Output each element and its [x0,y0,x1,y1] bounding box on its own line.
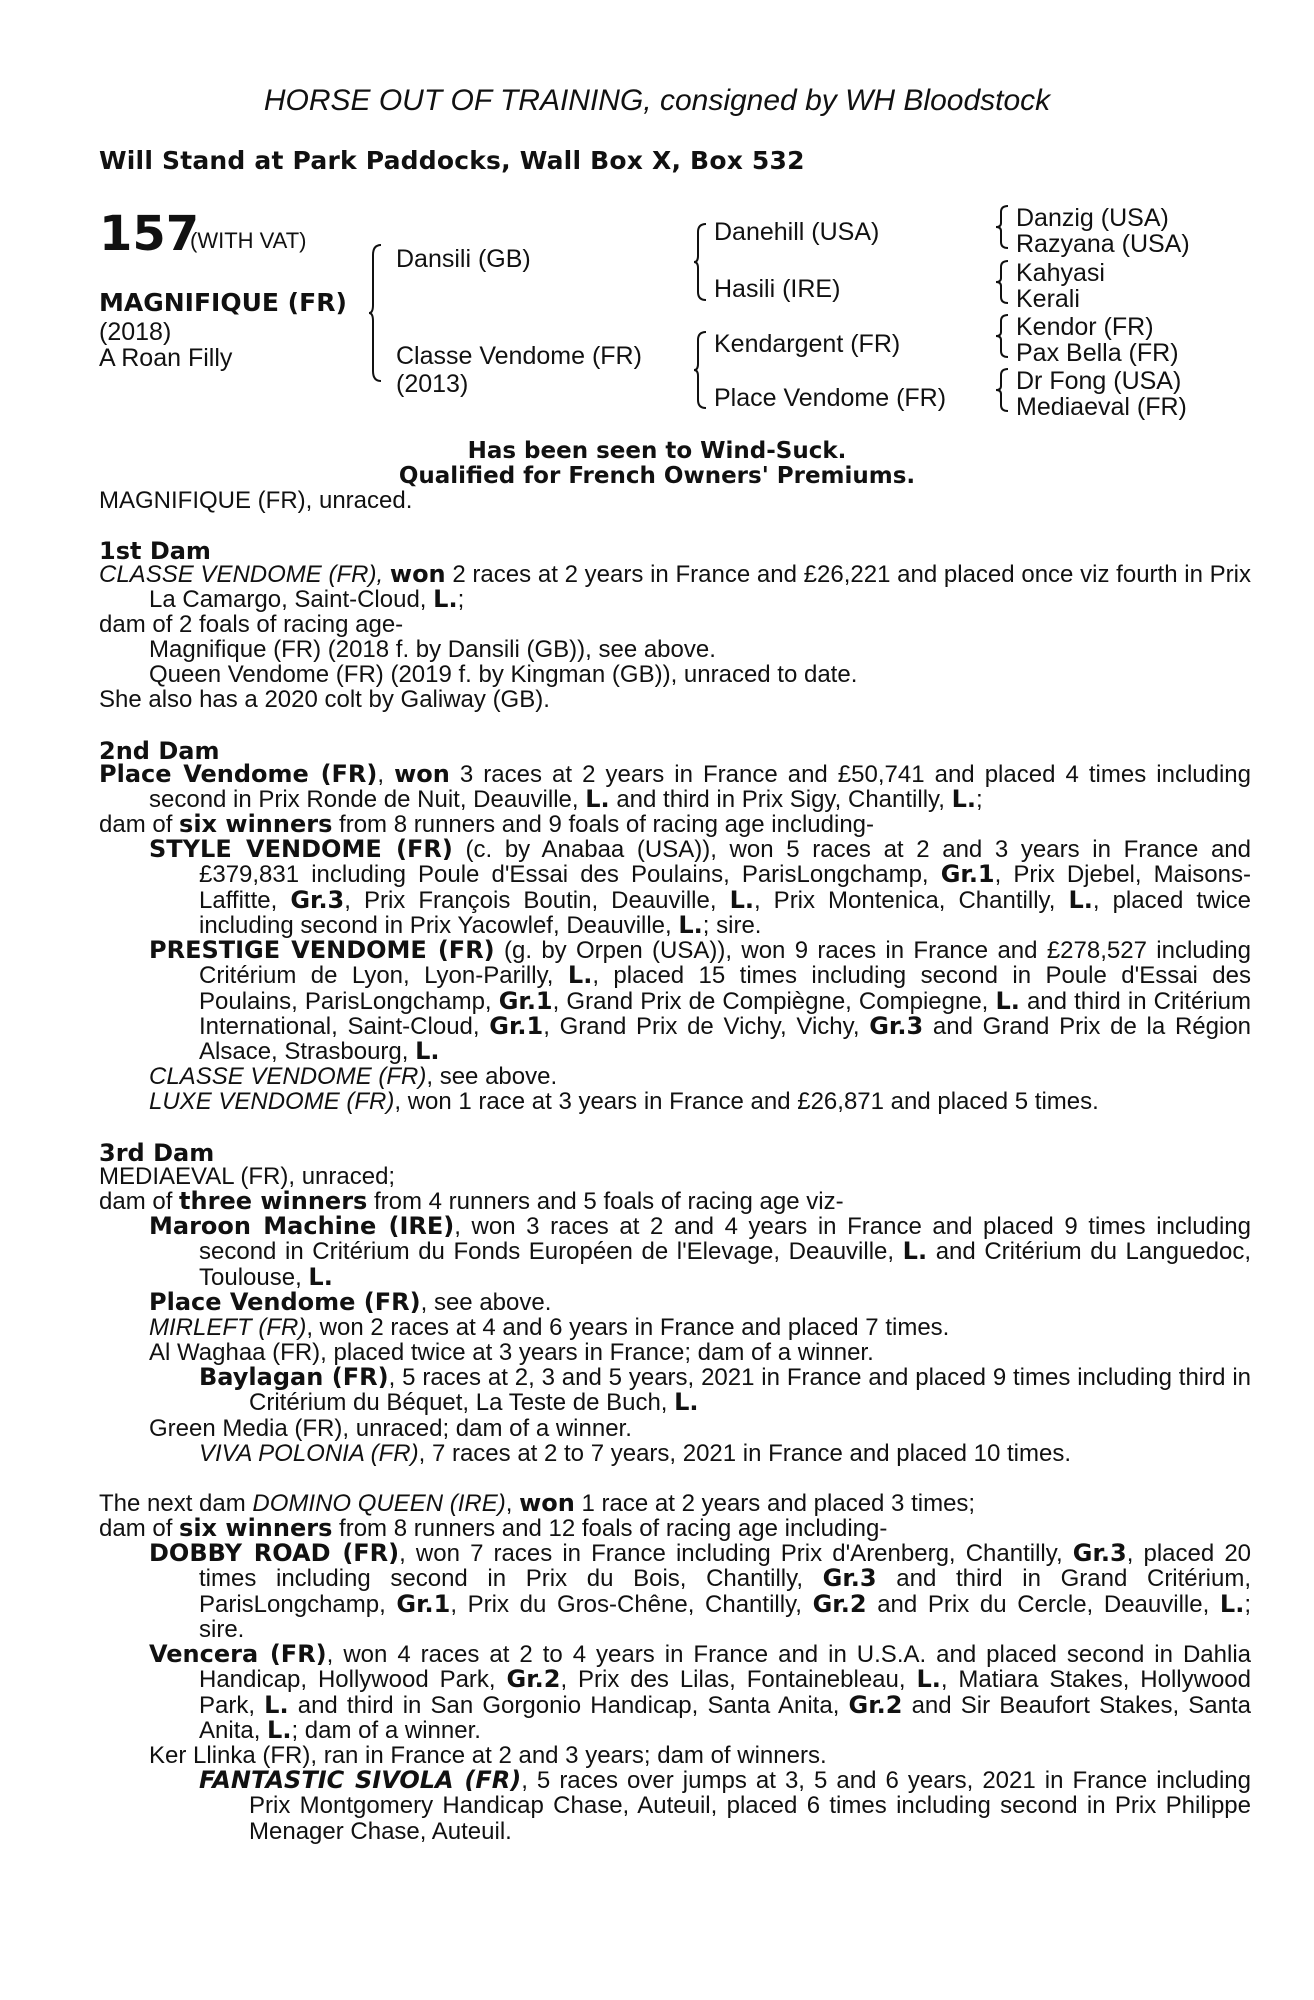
produce-mirleft: MIRLEFT (FR), won 2 races at 4 and 6 years in France and placed 7 times. [149,1314,950,1341]
pedigree-dam-dam: Place Vendome (FR) [714,384,947,412]
pedigree-dam-sire: Kendargent (FR) [714,330,901,358]
third-dam-dam-of: dam of three winners from 4 runners and 5 foals of racing age viz- [99,1187,844,1215]
pedigree-brace-3b [996,259,1010,310]
produce-viva-polonia: VIVA POLONIA (FR), 7 races at 2 to 7 years, 2021 in France and placed 10 times. [199,1440,1071,1467]
stand-location: Will Stand at Park Paddocks, Wall Box X, Box 532 [99,146,805,175]
produce-vencera: Vencera (FR), won 4 races at 2 to 4 years in France and in U.S.A. and placed second in Dahlia Handicap, Hollywood Park, Gr.2, Prix des Lilas, Fontainebleau, L., Matiara Stakes, Hollywood Park, L. and third in San Gorgonio Handicap, Santa Anita, Gr.2 and Sir Beaufort Stakes, Santa Anita, L.; dam of a winner. [149,1640,1251,1744]
premiums-note: Qualified for French Owners' Premiums. [398,463,916,489]
pedigree-sire-sire: Danehill (USA) [714,218,880,246]
pedigree-ddd: Mediaeval (FR) [1016,393,1187,421]
pedigree-sds: Kahyasi [1016,259,1105,287]
produce-classe-vendome: CLASSE VENDOME (FR), see above. [149,1063,558,1090]
pedigree-sdd: Kerali [1016,285,1080,313]
pedigree-dds: Dr Fong (USA) [1016,367,1182,395]
pedigree-dam: Classe Vendome (FR) [396,342,642,370]
pedigree-brace-2b [694,330,708,415]
pedigree-dsd: Pax Bella (FR) [1016,339,1179,367]
horse-year: (2018) [99,318,172,346]
horse-description: A Roan Filly [99,344,233,372]
produce-luxe-vendome: LUXE VENDOME (FR), won 1 race at 3 years in France and £26,871 and placed 5 times. [149,1088,1099,1115]
wind-suck-note: Has been seen to Wind-Suck. [467,438,847,464]
produce-baylagan: Baylagan (FR), 5 races at 2, 3 and 5 years, 2021 in France and placed 9 times including third in Critérium du Béquet, La Teste de Buch, L. [199,1363,1251,1417]
foal-2: Queen Vendome (FR) (2019 f. by Kingman (GB)), unraced to date. [149,661,858,688]
pedigree-sire-dam: Hasili (IRE) [714,275,841,303]
pedigree-sss: Danzig (USA) [1016,204,1169,232]
second-dam-dam-of: dam of six winners from 8 runners and 9 foals of racing age including- [99,810,875,838]
produce-maroon-machine: Maroon Machine (IRE), won 3 races at 2 and 4 years in France and placed 9 times including second in Critérium du Fonds Européen de l'Elevage, Deauville, L. and Critérium du Languedoc, Toulouse, L. [149,1212,1252,1291]
produce-dobby-road: DOBBY ROAD (FR), won 7 races in France including Prix d'Arenberg, Chantilly, Gr.3, placed 20 times including second in Prix du Bois, Chantilly, Gr.3 and third in Grand Critérium, ParisLongchamp, Gr.1, Prix du Gros-Chêne, Chantilly, Gr.2 and Prix du Cercle, Deauville, L.; sire. [149,1539,1252,1643]
produce-prestige-vendome: PRESTIGE VENDOME (FR) (g. by Orpen (USA)), won 9 races in France and £278,527 including Critérium de Lyon, Lyon-Parilly, L., placed 15 times including second in Poule d'Essai des Poulains, ParisLongchamp, Gr.1, Grand Prix de Compiègne, Compiegne, L. and third in Critérium International, Saint-Cloud, Gr.1, Grand Prix de Vichy, Vichy, Gr.3 and Grand Prix de la Région Alsace, Strasbourg, L. [149,936,1252,1066]
horse-name: MAGNIFIQUE (FR) [99,288,347,317]
pedigree-dss: Kendor (FR) [1016,313,1154,341]
foal-2020: She also has a 2020 colt by Galiway (GB). [99,686,550,713]
lot-number: 157 [99,206,200,262]
pedigree-brace-3a [996,204,1010,255]
produce-fantastic-sivola: FANTASTIC SIVOLA (FR), 5 races over jumps at 3, 5 and 6 years, 2021 in France including Prix Montgomery Handicap Chase, Auteuil, placed 6 times including second in Prix Philippe Menager Chase, Auteuil. [199,1766,1252,1845]
produce-al-waghaa: Al Waghaa (FR), placed twice at 3 years in France; dam of a winner. [149,1339,874,1366]
pedigree-brace-2a [694,222,708,307]
foal-1: Magnifique (FR) (2018 f. by Dansili (GB)), see above. [149,636,716,663]
pedigree-sire: Dansili (GB) [396,245,531,273]
first-dam-heading: 1st Dam [99,537,211,565]
produce-style-vendome: STYLE VENDOME (FR) (c. by Anabaa (USA)), won 5 races at 2 and 3 years in France and £379,831 including Poule d'Essai des Poulains, ParisLongchamp, Gr.1, Prix Djebel, Maisons-Laffitte, Gr.3, Prix François Boutin, Deauville, L., Prix Montenica, Chantilly, L., placed twice including second in Prix Yacowlef, Deauville, L.; sire. [149,835,1252,939]
produce-green-media: Green Media (FR), unraced; dam of a winner. [149,1415,632,1442]
next-dam-record: The next dam DOMINO QUEEN (IRE), won 1 race at 2 years and placed 3 times; [99,1489,976,1517]
pedigree-ssd: Razyana (USA) [1016,230,1190,258]
first-dam-record: CLASSE VENDOME (FR), won 2 races at 2 years in France and £26,221 and placed once viz fourth in Prix La Camargo, Saint-Cloud, L.; [99,560,1252,614]
produce-place-vendome: Place Vendome (FR), see above. [149,1288,552,1316]
third-dam-name: MEDIAEVAL (FR), unraced; [99,1163,396,1190]
catalogue-header: HORSE OUT OF TRAINING, consigned by WH Bloodstock [263,84,1051,117]
first-dam-dam-of: dam of 2 foals of racing age- [99,611,404,638]
second-dam-record: Place Vendome (FR), won 3 races at 2 years in France and £50,741 and placed 4 times including second in Prix Ronde de Nuit, Deauville, L. and third in Prix Sigy, Chantilly, L.; [99,760,1251,814]
pedigree-dam-year: (2013) [396,370,469,398]
third-dam-heading: 3rd Dam [99,1139,215,1167]
intro-line: MAGNIFIQUE (FR), unraced. [99,487,413,514]
second-dam-heading: 2nd Dam [99,737,220,765]
pedigree-brace-3d [996,367,1010,418]
next-dam-dam-of: dam of six winners from 8 runners and 12 foals of racing age including- [99,1514,888,1542]
produce-ker-llinka: Ker Llinka (FR), ran in France at 2 and 3 years; dam of winners. [149,1742,827,1769]
pedigree-brace-3c [996,313,1010,364]
vat-note: (WITH VAT) [190,228,307,253]
